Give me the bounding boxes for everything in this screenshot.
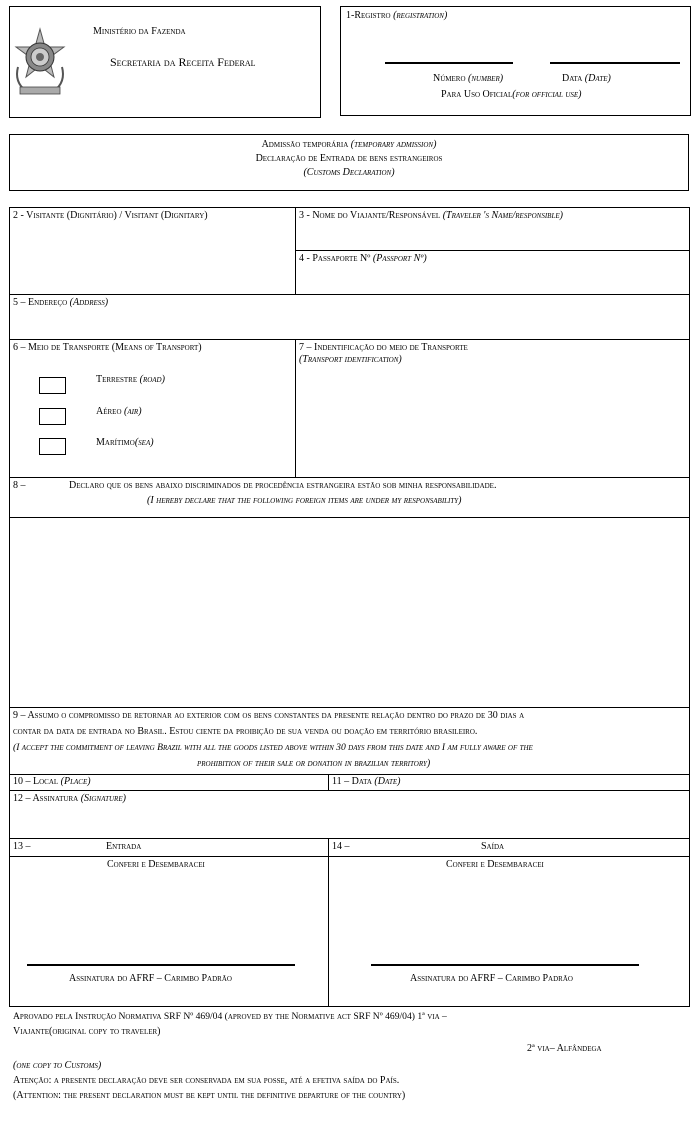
footer-approved: Aprovado pela Instrução Normativa SRF Nº 469/04 (aproved by the Normative act SRF Nº 469/04) 1ª via – <box>13 1011 447 1022</box>
declaration-number: 8 – <box>13 480 26 491</box>
declaration-text: Declaro que os bens abaixo discriminados de procedência estrangeira estão sob minha responsabilidade. <box>69 480 497 491</box>
footer-customs-copy: 2ª via– Alfândega <box>527 1043 602 1054</box>
commitment-line2: contar da data de entrada no Brasil. Estou ciente da proibição de sua venda ou doação em território brasileiro. <box>13 726 478 737</box>
means-of-transport-label: 6 – Meio de Transporte (Means of Transport) <box>13 342 202 353</box>
title-line2: Declaração de Entrada de bens estrangeiros <box>255 153 443 164</box>
exit-afrf-signature[interactable]: Assinatura do AFRF – Carimbo Padrão <box>410 973 573 984</box>
entry-signature-line <box>27 964 295 966</box>
address-field[interactable]: 5 – Endereço (Address) <box>13 297 109 308</box>
title-line3: (Customs Declaration) <box>303 167 395 178</box>
secretariat-label: Secretaria da Receita Federal <box>110 55 256 69</box>
footer-attention-en: (Attention: the present declaration must be kept until the definitive departure of the country) <box>13 1090 406 1101</box>
commitment-en-line2: prohibition of their sale or donation in brazilian territory) <box>197 758 431 769</box>
title-line1: Admissão temporária (temporary admission) <box>261 139 437 150</box>
exit-signature-line <box>371 964 639 966</box>
road-checkbox[interactable] <box>39 377 66 394</box>
title-box <box>9 134 689 191</box>
transport-identification-field[interactable]: 7 – Indentificação do meio de Transporte (Transport identification) <box>299 342 468 365</box>
entry-cleared-label: Conferi e Desembaracei <box>107 859 205 870</box>
exit-cleared-label: Conferi e Desembaracei <box>446 859 544 870</box>
traveler-name-field[interactable]: 3 - Nome do Viajante/Responsável (Traveler 's Name/responsible) <box>299 210 563 221</box>
date-field[interactable]: 11 – Data (Date) <box>332 776 401 787</box>
visitor-dignitary-field[interactable]: 2 - Visitante (Dignitário) / Visitant (Dignitary) <box>13 210 208 221</box>
date-label: Data (Date) <box>562 73 611 84</box>
place-field[interactable]: 10 – Local (Place) <box>13 776 91 787</box>
declaration-text-en: (I hereby declare that the following foreign items are under my responsability) <box>147 495 462 506</box>
registration-box <box>340 6 691 116</box>
commitment-en-line1: (I accept the commitment of leaving Brazil with all the goods listed above within 30 days from this date and I am fully aware of the <box>13 742 533 753</box>
commitment-line1: 9 – Assumo o compromisso de retornar ao exterior com os bens constantes da presente relação dentro do prazo de 30 dias a <box>13 710 525 721</box>
exit-number: 14 – <box>332 841 350 852</box>
sea-option-label: Marítimo(sea) <box>96 437 154 448</box>
foreign-items-area[interactable] <box>10 518 689 706</box>
date-line <box>550 62 680 64</box>
sea-checkbox[interactable] <box>39 438 66 455</box>
number-label: Número (number) <box>433 73 504 84</box>
entry-afrf-signature[interactable]: Assinatura do AFRF – Carimbo Padrão <box>69 973 232 984</box>
air-option-label: Aéreo (air) <box>96 406 142 417</box>
official-use-label: Para Uso Oficial(for official use) <box>441 89 582 100</box>
registration-label: 1-Registro (registration) <box>346 10 448 21</box>
exit-label: Saída <box>481 841 505 852</box>
footer-customs-copy-en: (one copy to Customs) <box>13 1060 102 1071</box>
number-line <box>385 62 513 64</box>
footer-attention: Atenção: a presente declaração deve ser conservada em sua posse, até a efetiva saída do País. <box>13 1075 400 1086</box>
passport-field[interactable]: 4 - Passaporte Nº (Passport Nº) <box>299 253 427 264</box>
signature-field[interactable]: 12 – Assinatura (Signature) <box>13 793 126 804</box>
coat-of-arms-icon <box>12 27 68 97</box>
air-checkbox[interactable] <box>39 408 66 425</box>
ministry-label: Ministério da Fazenda <box>93 26 186 37</box>
footer-traveler-copy: Viajante(original copy to traveler) <box>13 1026 161 1037</box>
ministry-box <box>9 6 321 118</box>
entry-label: Entrada <box>106 841 142 852</box>
entry-number: 13 – <box>13 841 31 852</box>
road-option-label: Terrestre (road) <box>96 374 165 385</box>
